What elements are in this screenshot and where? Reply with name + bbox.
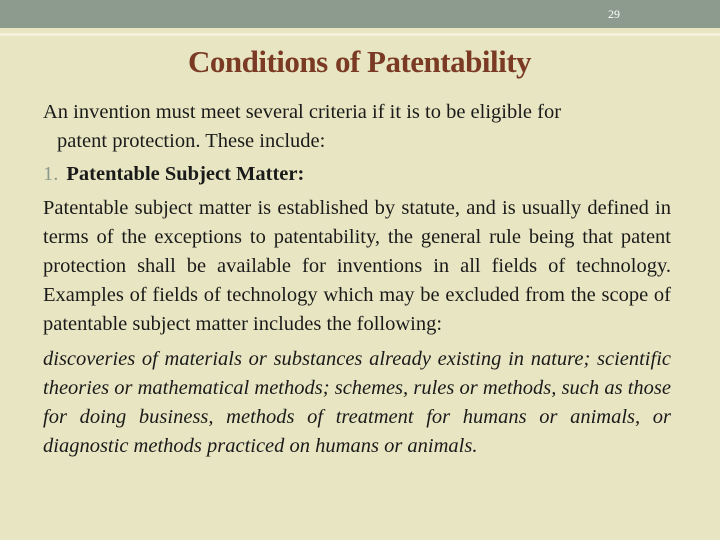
top-divider (0, 33, 720, 36)
criteria-item (43, 160, 671, 189)
intro-line-1: An invention must meet several criteria if it is to be eligible for (43, 101, 562, 123)
slide-title (0, 44, 720, 80)
item-label: Patentable Subject Matter: (66, 163, 305, 185)
exclusions-paragraph: discoveries of materials or substances already existing in nature; scientific theories or mathematical methods; schemes, rules or methods, such as those for doing business, methods of treatment for humans or animals, or diagnostic methods practiced on humans or animals. (43, 348, 671, 457)
slide-title-text: Conditions of Patentability (187, 44, 532, 79)
intro-line-2: patent protection. These include: (57, 130, 326, 152)
slide-body (43, 98, 671, 461)
page-number: 29 (608, 7, 620, 21)
item-number: 1. (43, 163, 59, 185)
intro-text (43, 98, 671, 156)
subject-matter-paragraph: Patentable subject matter is established by statute, and is usually defined in terms of the exceptions to patentability, the general rule being that patent protection shall be available for inventions in all fields of technology. Examples of fields of technology which may be excluded from the scope of patentable subject matter includes the following: (43, 197, 671, 335)
